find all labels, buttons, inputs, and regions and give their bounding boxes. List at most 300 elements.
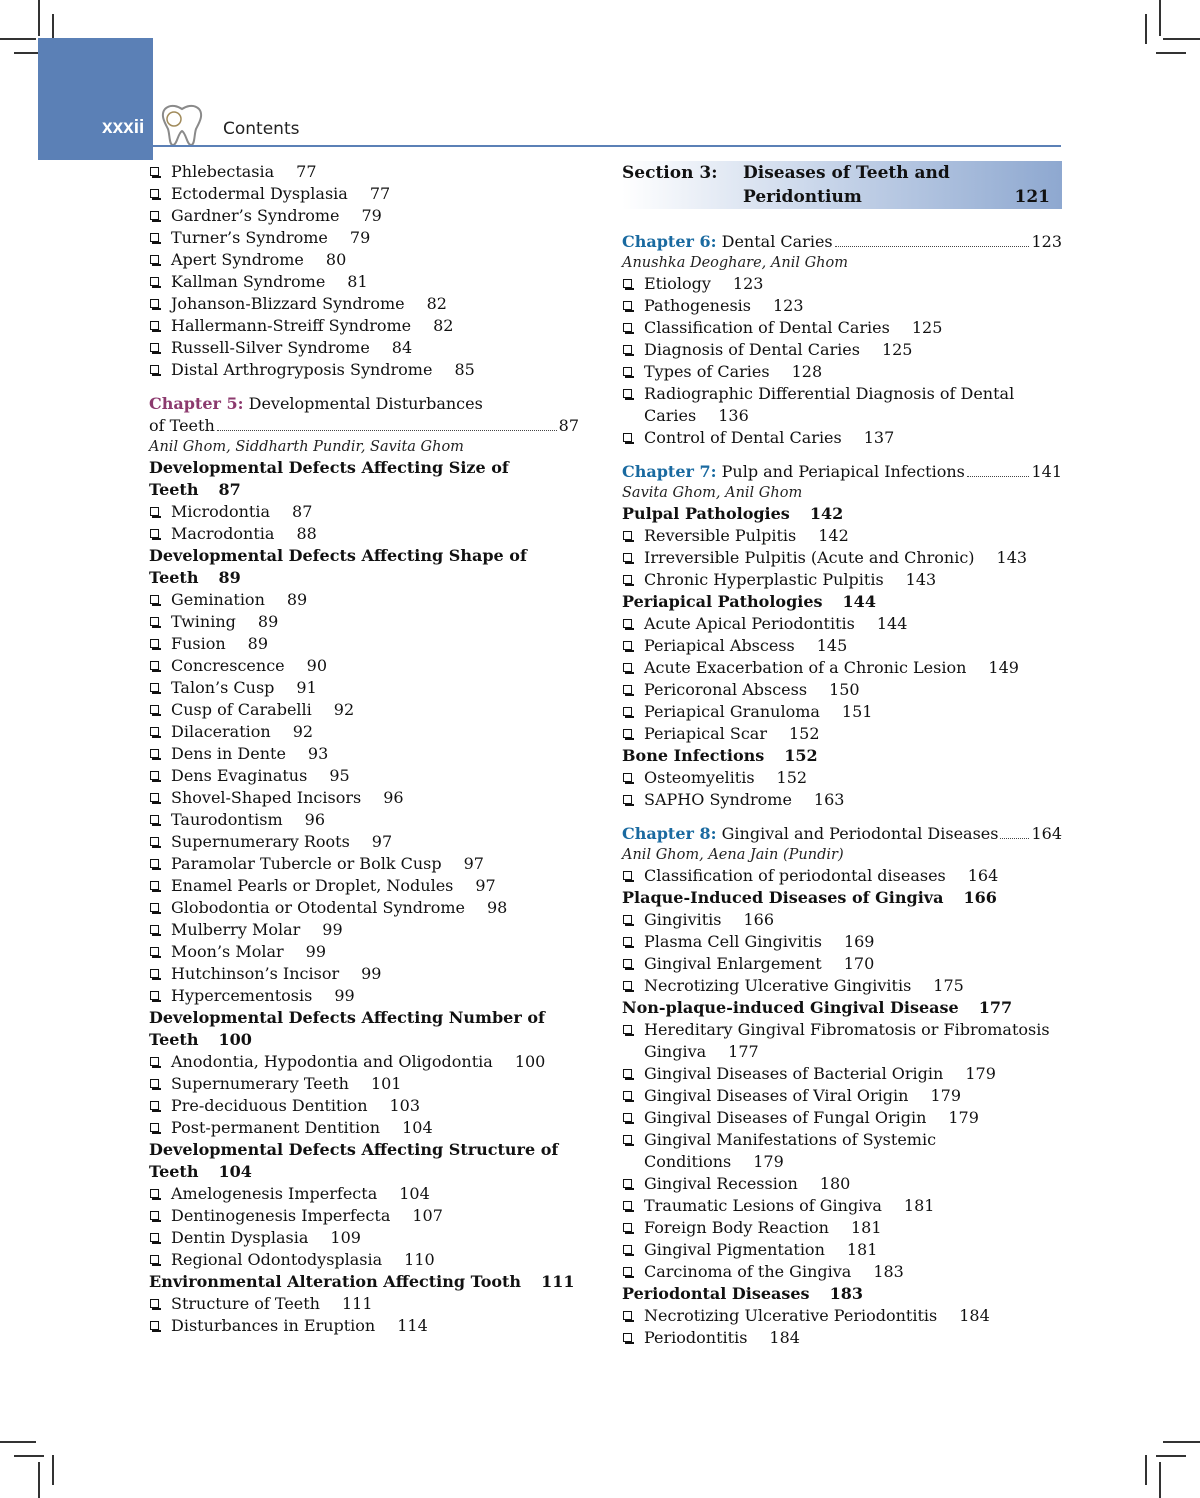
crop-mark (0, 38, 36, 40)
heading-text-cont: Teeth (149, 1030, 199, 1049)
checkbox-bullet-icon (623, 575, 632, 584)
entry-title: Necrotizing Ulcerative Gingivitis (644, 976, 912, 995)
chapter-page: 87 (558, 416, 579, 435)
toc-entry (149, 205, 579, 227)
heading-page: 100 (218, 1030, 252, 1049)
entry-page: 97 (463, 854, 484, 873)
checkbox-bullet-icon (150, 903, 159, 912)
checkbox-bullet-icon (150, 727, 159, 736)
entry-page: 150 (829, 680, 860, 699)
entry-page: 92 (292, 722, 314, 741)
toc-entry (149, 501, 579, 523)
entry-title: Disturbances in Eruption (171, 1316, 376, 1335)
topic-items (622, 909, 1062, 997)
entry-title: Concrescence (171, 656, 285, 675)
checkbox-bullet-icon (623, 641, 632, 650)
entry-page: 98 (486, 898, 508, 917)
toc-entry (149, 985, 579, 1007)
toc-entry (149, 765, 579, 787)
crop-mark (0, 1441, 36, 1443)
entry-page: 89 (286, 590, 308, 609)
toc-entry (149, 875, 579, 897)
entry-page: 95 (329, 766, 350, 785)
entry-page: 84 (391, 338, 413, 357)
chapter-label: Chapter 6: (622, 232, 717, 251)
toc-entry (622, 1085, 1062, 1107)
heading-page: 144 (842, 592, 876, 611)
toc-entry (149, 699, 579, 721)
checkbox-bullet-icon (623, 1091, 632, 1100)
checkbox-bullet-icon (623, 871, 632, 880)
topic-heading: Periodontal Diseases 183 (622, 1284, 863, 1303)
entry-title: SAPHO Syndrome (644, 790, 792, 809)
toc-entry (622, 723, 1062, 745)
entry-title: Post-permanent Dentition (171, 1118, 381, 1137)
entry-page: 179 (948, 1108, 979, 1127)
entry-page: 170 (843, 954, 875, 973)
toc-entry (149, 359, 579, 381)
entry-page: 90 (306, 656, 327, 675)
entry-page: 114 (397, 1316, 428, 1335)
toc-entry (149, 1183, 579, 1205)
checkbox-bullet-icon (150, 925, 159, 934)
toc-entry (622, 789, 1062, 811)
chapter-authors: Anil Ghom, Siddharth Pundir, Savita Ghom (149, 439, 464, 455)
crop-mark (1156, 52, 1186, 54)
entry-title: Twining (171, 612, 236, 631)
chapter-7-groups (622, 503, 1062, 811)
entry-title: Gardner’s Syndrome (171, 206, 340, 225)
entry-page: 80 (325, 250, 347, 269)
chapter-title: Pulp and Periapical Infections (721, 462, 965, 481)
heading-text-cont: Teeth (149, 568, 199, 587)
heading-page: 111 (541, 1272, 575, 1291)
entry-page: 99 (334, 986, 355, 1005)
entry-page: 101 (370, 1074, 402, 1093)
checkbox-bullet-icon (150, 793, 159, 802)
heading-text-cont: Teeth (149, 480, 199, 499)
entry-page: 96 (304, 810, 326, 829)
entry-title: Pericoronal Abscess (644, 680, 808, 699)
entry-page: 181 (850, 1218, 882, 1237)
topic-heading (149, 1271, 579, 1293)
toc-entry (622, 953, 1062, 975)
checkbox-bullet-icon (623, 279, 632, 288)
heading-text: Developmental Defects Affecting Structure of (149, 1140, 559, 1159)
entry-page: 142 (818, 526, 849, 545)
toc-entry (149, 677, 579, 699)
entry-title: Hypercementosis (171, 986, 313, 1005)
dot-leader (1000, 838, 1029, 839)
entry-title: Anodontia, Hypodontia and Oligodontia (171, 1052, 493, 1071)
checkbox-bullet-icon (150, 507, 159, 516)
checkbox-bullet-icon (150, 189, 159, 198)
checkbox-bullet-icon (150, 1299, 159, 1308)
entry-title: Regional Odontodysplasia (171, 1250, 383, 1269)
entry-title: Kallman Syndrome (171, 272, 326, 291)
toc-entry (622, 679, 1062, 701)
entry-title: Traumatic Lesions of Gingiva (644, 1196, 882, 1215)
entry-page: 184 (959, 1306, 990, 1325)
section-label: Section 3: (622, 163, 718, 183)
heading-page: 142 (809, 504, 844, 523)
entry-title: Apert Syndrome (171, 250, 304, 269)
dot-leader (217, 430, 557, 431)
crop-mark (1163, 38, 1200, 40)
toc-entry (149, 611, 579, 633)
entry-page: 123 (732, 274, 764, 293)
entry-title: Ectodermal Dysplasia (171, 184, 348, 203)
toc-entry (149, 787, 579, 809)
entry-page: 77 (296, 162, 317, 181)
checkbox-bullet-icon (150, 595, 159, 604)
toc-entry (149, 963, 579, 985)
toc-entry (149, 1117, 579, 1139)
entry-page: 104 (399, 1184, 430, 1203)
entry-title: Gingival Pigmentation (644, 1240, 825, 1259)
dot-leader (967, 476, 1030, 477)
entry-page: 107 (412, 1206, 443, 1225)
section-title: Diseases of Teeth and Peridontium (743, 163, 950, 207)
checkbox-bullet-icon (150, 683, 159, 692)
toc-entry: Control of Dental Caries 137 (622, 427, 1062, 449)
checkbox-bullet-icon (150, 639, 159, 648)
checkbox-bullet-icon (623, 663, 632, 672)
checkbox-bullet-icon (623, 729, 632, 738)
entry-title: Gingival Enlargement (644, 954, 822, 973)
toc-entry (149, 589, 579, 611)
crop-mark (14, 1455, 44, 1457)
entry-title: Dentinogenesis Imperfecta (171, 1206, 391, 1225)
checkbox-bullet-icon (150, 1211, 159, 1220)
toc-entry (149, 315, 579, 337)
heading-text: Environmental Alteration Affecting Tooth (149, 1272, 522, 1291)
checkbox-bullet-icon (150, 991, 159, 1000)
entry-title: Phlebectasia (171, 162, 275, 181)
toc-entry (149, 853, 579, 875)
header-rule (153, 145, 1061, 147)
entry-title: Enamel Pearls or Droplet, Nodules (171, 876, 454, 895)
entry-title: Foreign Body Reaction (644, 1218, 829, 1237)
toc-entry (149, 183, 579, 205)
entry-page: 109 (330, 1228, 361, 1247)
checkbox-bullet-icon (623, 389, 632, 398)
toc-entry (622, 1063, 1062, 1085)
checkbox-bullet-icon (150, 233, 159, 242)
heading-page: 152 (784, 746, 818, 765)
heading-text: Developmental Defects Affecting Number of (149, 1008, 545, 1027)
entry-page: 100 (514, 1052, 546, 1071)
left-column (149, 161, 579, 1337)
toc-entry (149, 655, 579, 677)
entry-title: Periapical Abscess (644, 636, 795, 655)
toc-entry (149, 1293, 579, 1315)
heading-text: Periapical Pathologies (622, 592, 823, 611)
toc-entry (149, 919, 579, 941)
entry-page: 111 (341, 1294, 373, 1313)
entry-page: 79 (361, 206, 382, 225)
chapter-title-cont: of Teeth (149, 416, 215, 435)
tooth-icon (157, 103, 207, 147)
entry-page: 181 (903, 1196, 935, 1215)
topic-heading (622, 503, 1062, 525)
entry-page: 163 (813, 790, 845, 809)
entry-page: 91 (296, 678, 317, 697)
checkbox-bullet-icon (623, 1311, 632, 1320)
entry-page: 93 (307, 744, 329, 763)
entry-title: Paramolar Tubercle or Bolk Cusp (171, 854, 442, 873)
entry-title: Cusp of Carabelli (171, 700, 312, 719)
entry-title: Gingival Diseases of Bacterial Origin (644, 1064, 944, 1083)
heading-text: Bone Infections (622, 746, 765, 765)
heading-page: 87 (218, 480, 241, 499)
checkbox-bullet-icon (150, 837, 159, 846)
entry-title: Carcinoma of the Gingiva (644, 1262, 852, 1281)
toc-entry (622, 975, 1062, 997)
toc-entry (149, 1249, 579, 1271)
topic-items (622, 1305, 1062, 1349)
toc-entry (149, 523, 579, 545)
crop-mark (1159, 1462, 1161, 1498)
checkbox-bullet-icon (623, 773, 632, 782)
toc-entry (149, 743, 579, 765)
checkbox-bullet-icon (150, 1057, 159, 1066)
checkbox-bullet-icon (150, 343, 159, 352)
checkbox-bullet-icon (150, 1079, 159, 1088)
entry-page: 125 (911, 318, 943, 337)
checkbox-bullet-icon (623, 981, 632, 990)
topic-items (622, 1173, 1062, 1283)
checkbox-bullet-icon (623, 1179, 632, 1188)
toc-entry (149, 227, 579, 249)
toc-entry (622, 1173, 1062, 1195)
entry-title: Gingival Recession (644, 1174, 798, 1193)
chapter-page: 123 (1031, 232, 1062, 251)
entry-page: 99 (305, 942, 327, 961)
checkbox-bullet-icon (150, 1233, 159, 1242)
entry-title: Types of Caries (644, 362, 770, 381)
toc-entry (149, 1073, 579, 1095)
entry-title: Periodontitis (644, 1328, 748, 1347)
entry-title: Globodontia or Otodental Syndrome (171, 898, 465, 917)
chapter-title: Dental Caries (721, 232, 833, 251)
entry-title: Mulberry Molar (171, 920, 301, 939)
toc-entry (622, 1217, 1062, 1239)
toc-entry (622, 525, 1062, 547)
entry-title: Microdontia (171, 502, 271, 521)
entry-title: Chronic Hyperplastic Pulpitis (644, 570, 884, 589)
toc-entry (149, 1315, 579, 1337)
toc-entry (622, 767, 1062, 789)
entry-title: Plasma Cell Gingivitis (644, 932, 822, 951)
toc-entry (622, 1195, 1062, 1217)
entry-page: 82 (426, 294, 447, 313)
entry-page: 180 (819, 1174, 851, 1193)
entry-page: 123 (772, 296, 804, 315)
entry-title: Acute Apical Periodontitis (644, 614, 855, 633)
entry-title: Hutchinson’s Incisor (171, 964, 340, 983)
entry-title: Shovel-Shaped Incisors (171, 788, 362, 807)
toc-entry (622, 1305, 1062, 1327)
heading-page: 104 (218, 1162, 252, 1181)
toc-entry (622, 657, 1062, 679)
toc-entry (622, 547, 1062, 569)
entry-page: 81 (347, 272, 368, 291)
entry-page: 179 (930, 1086, 961, 1105)
topic-heading (149, 1139, 579, 1183)
checkbox-bullet-icon (150, 255, 159, 264)
toc-entry (622, 1261, 1062, 1283)
entry-title: Talon’s Cusp (171, 678, 275, 697)
topic-items (622, 1063, 1062, 1129)
entry-page: 96 (383, 788, 404, 807)
checkbox-bullet-icon (150, 277, 159, 286)
crop-mark (1145, 14, 1147, 44)
entry-title: Amelogenesis Imperfecta (171, 1184, 378, 1203)
checkbox-bullet-icon (150, 815, 159, 824)
checkbox-bullet-icon (623, 915, 632, 924)
toc-entry (622, 1107, 1062, 1129)
chapter-label: Chapter 8: (622, 824, 717, 843)
checkbox-bullet-icon (150, 881, 159, 890)
toc-entry (149, 293, 579, 315)
checkbox-bullet-icon (150, 705, 159, 714)
checkbox-bullet-icon (150, 969, 159, 978)
entry-page: 103 (389, 1096, 421, 1115)
topic-heading (149, 545, 579, 589)
entry-page: 166 (743, 910, 775, 929)
toc-entry (149, 1205, 579, 1227)
checkbox-bullet-icon (623, 433, 632, 442)
checkbox-bullet-icon (150, 1101, 159, 1110)
toc-entry (149, 1227, 579, 1249)
entry-page: 110 (404, 1250, 435, 1269)
entry-title: Hallermann-Streiff Syndrome (171, 316, 412, 335)
checkbox-bullet-icon (623, 1201, 632, 1210)
checkbox-bullet-icon (623, 685, 632, 694)
pre-items-list (149, 161, 579, 381)
chapter-5-heading (149, 393, 579, 437)
chapter-label: Chapter 7: (622, 462, 717, 481)
toc-entry (149, 271, 579, 293)
checkbox-bullet-icon (150, 167, 159, 176)
entry-page: 152 (789, 724, 820, 743)
entry-page: 97 (475, 876, 496, 895)
page-title: Contents (223, 119, 300, 139)
entry-page: 125 (881, 340, 913, 359)
toc-entry (149, 1051, 579, 1073)
toc-entry (149, 809, 579, 831)
checkbox-bullet-icon (150, 771, 159, 780)
entry-title: Dens in Dente (171, 744, 286, 763)
checkbox-bullet-icon (623, 1025, 632, 1034)
entry-title: Turner’s Syndrome (171, 228, 328, 247)
crop-mark (1159, 0, 1161, 36)
entry-title: Gemination (171, 590, 265, 609)
checkbox-bullet-icon (150, 529, 159, 538)
checkbox-bullet-icon (623, 959, 632, 968)
checkbox-bullet-icon (150, 321, 159, 330)
checkbox-bullet-icon (623, 1113, 632, 1122)
toc-entry (622, 295, 1062, 317)
checkbox-bullet-icon (150, 749, 159, 758)
toc-entry (622, 1327, 1062, 1349)
checkbox-bullet-icon (623, 937, 632, 946)
entry-title: Supernumerary Roots (171, 832, 350, 851)
checkbox-bullet-icon (150, 299, 159, 308)
entry-page: 184 (769, 1328, 800, 1347)
entry-title: Osteomyelitis (644, 768, 755, 787)
toc-entry (622, 339, 1062, 361)
toc-entry (149, 249, 579, 271)
page-number-block (38, 38, 153, 160)
toc-entry (622, 931, 1062, 953)
entry-title: Russell-Silver Syndrome (171, 338, 370, 357)
checkbox-bullet-icon (150, 1123, 159, 1132)
toc-entry (622, 909, 1062, 931)
crop-mark (52, 1455, 54, 1485)
checkbox-bullet-icon (150, 1321, 159, 1330)
crop-mark (1156, 1455, 1186, 1457)
topic-groups (149, 457, 579, 1337)
toc-entry: Gingival Manifestations of Systemic Conditions 179 (622, 1129, 1062, 1173)
entry-page: 97 (371, 832, 393, 851)
checkbox-bullet-icon (150, 211, 159, 220)
entry-page: 77 (369, 184, 391, 203)
chapter-page: 164 (1031, 824, 1062, 843)
entry-page: 89 (257, 612, 279, 631)
checkbox-bullet-icon (623, 1069, 632, 1078)
entry-page: 79 (349, 228, 371, 247)
toc-entry (622, 273, 1062, 295)
entry-title: Gingivitis (644, 910, 722, 929)
toc-entry (149, 633, 579, 655)
checkbox-bullet-icon (150, 1189, 159, 1198)
checkbox-bullet-icon (150, 1255, 159, 1264)
entry-page: 128 (791, 362, 823, 381)
topic-heading (149, 457, 579, 501)
entry-title: Supernumerary Teeth (171, 1074, 349, 1093)
toc-entry (622, 1239, 1062, 1261)
entry-page: 183 (873, 1262, 904, 1281)
checkbox-bullet-icon (623, 553, 632, 562)
toc-entry (149, 941, 579, 963)
toc-entry: Radiographic Differential Diagnosis of Dental Caries 136 (622, 383, 1062, 427)
heading-text: Developmental Defects Affecting Shape of (149, 546, 527, 565)
entry-title: Etiology (644, 274, 711, 293)
checkbox-bullet-icon (623, 1223, 632, 1232)
entry-title: Classification of Dental Caries (644, 318, 890, 337)
toc-entry (622, 361, 1062, 383)
entry-title: Structure of Teeth (171, 1294, 320, 1313)
entry-page: 88 (296, 524, 317, 543)
toc-entry (149, 1095, 579, 1117)
checkbox-bullet-icon (623, 301, 632, 310)
chapter-label: Chapter 5: (149, 394, 244, 413)
chapter-authors: Savita Ghom, Anil Ghom (622, 485, 803, 501)
checkbox-bullet-icon (150, 617, 159, 626)
entry-title: Pre-deciduous Dentition (171, 1096, 368, 1115)
chapter-authors: Anil Ghom, Aena Jain (Pundir) (622, 847, 844, 863)
toc-entry (149, 337, 579, 359)
topic-heading: Non-plaque-induced Gingival Disease 177 (622, 998, 1013, 1017)
checkbox-bullet-icon (623, 1333, 632, 1342)
crop-mark (38, 0, 40, 36)
entry-title: Dens Evaginatus (171, 766, 308, 785)
toc-entry (622, 701, 1062, 723)
entry-page: 152 (776, 768, 808, 787)
section-3-banner (622, 161, 1062, 209)
